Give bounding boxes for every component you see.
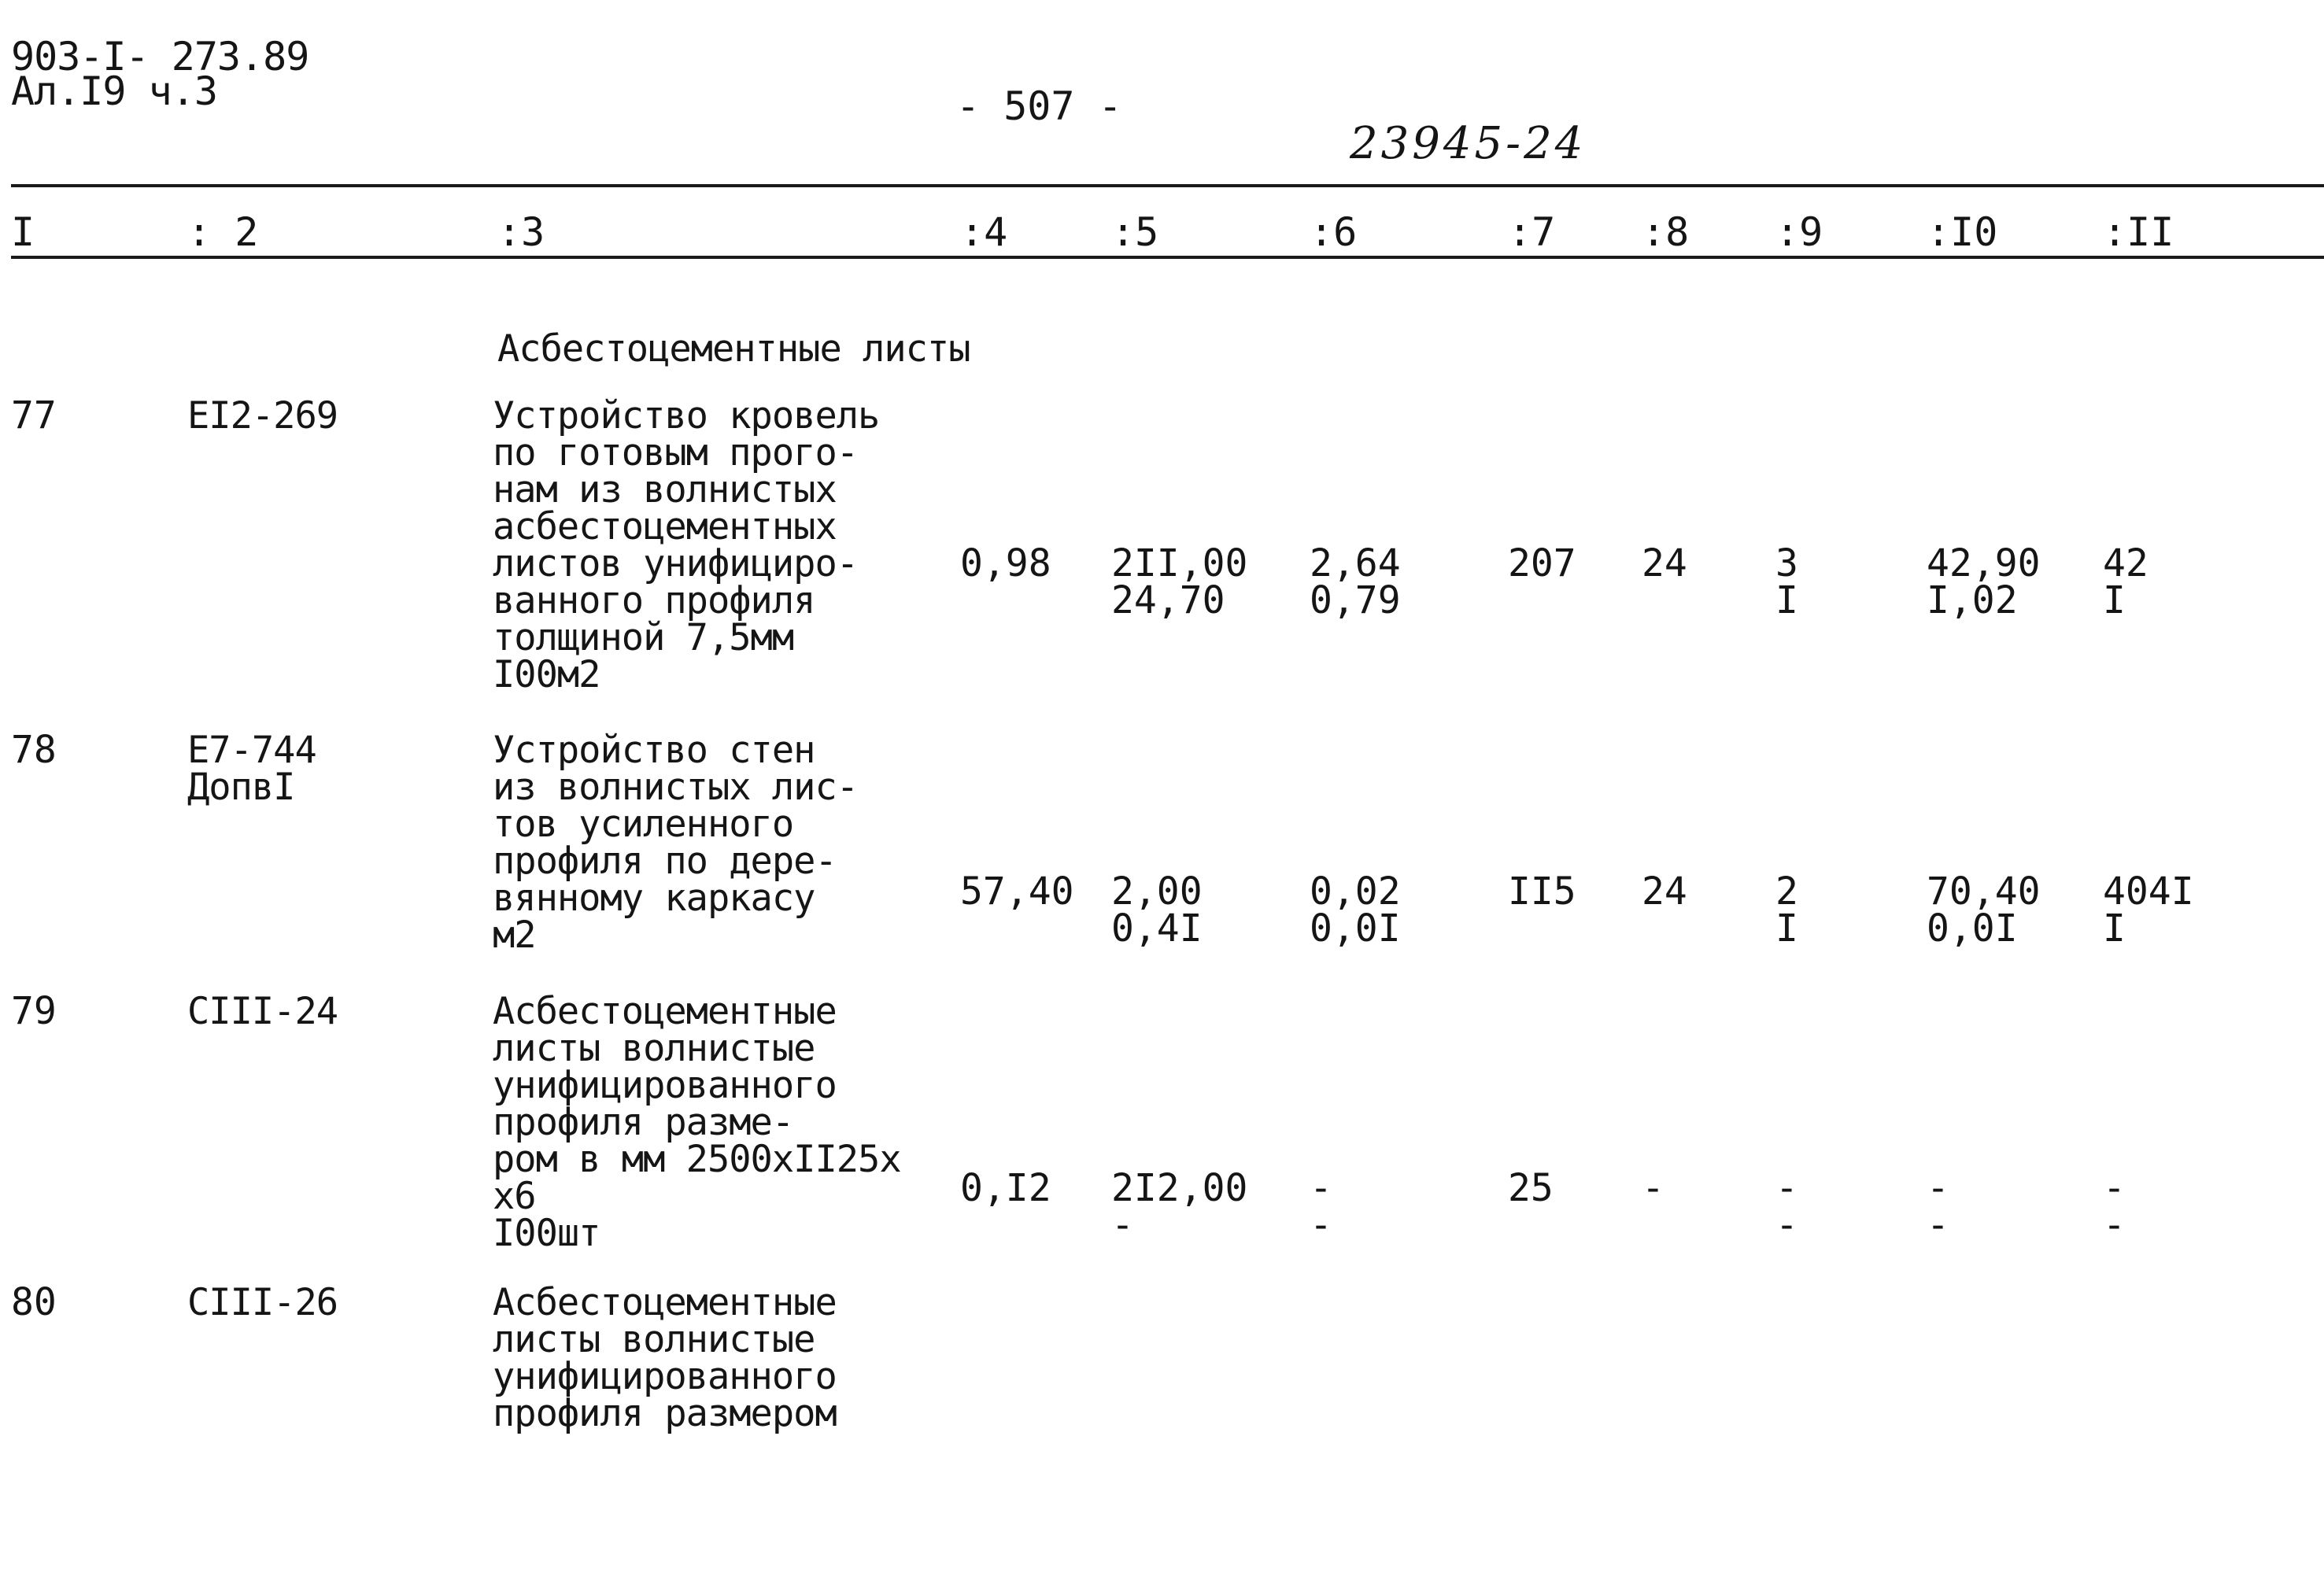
col7-value: 25 bbox=[1508, 1166, 1554, 1210]
col-header-4: :4 bbox=[960, 209, 1008, 255]
col10-value: - - bbox=[1927, 1166, 1949, 1247]
quantity: 0,98 bbox=[960, 541, 1051, 585]
page-number: - 507 - bbox=[956, 83, 1122, 129]
col9-value: 2 I bbox=[1775, 869, 1798, 951]
work-description: Асбестоцементные листы волнистые унифицированного профиля разме- ром в мм 2500xII25x x6 I00шт bbox=[493, 990, 901, 1255]
rate-code: EI2-269 bbox=[187, 394, 338, 437]
col9-value: - - bbox=[1775, 1166, 1798, 1247]
col5-value: 2,00 0,4I bbox=[1111, 869, 1203, 951]
col9-value: 3 I bbox=[1775, 541, 1798, 622]
album-part: Ал.I9 ч.3 bbox=[11, 68, 217, 114]
quantity: 0,I2 bbox=[960, 1166, 1051, 1210]
rate-code: CIII-24 bbox=[187, 990, 338, 1033]
row-number: 78 bbox=[11, 728, 57, 772]
col-header-9: :9 bbox=[1775, 209, 1823, 255]
quantity: 57,40 bbox=[960, 869, 1074, 914]
col5-value: 2II,00 24,70 bbox=[1111, 541, 1248, 622]
col11-value: - - bbox=[2103, 1166, 2126, 1247]
col-header-6: :6 bbox=[1310, 209, 1358, 255]
work-description: Асбестоцементные листы волнистые унифицированного профиля размером bbox=[493, 1281, 837, 1435]
col10-value: 42,90 I,02 bbox=[1927, 541, 2041, 622]
rate-code: CIII-26 bbox=[187, 1281, 338, 1324]
col-header-1: I bbox=[11, 209, 35, 255]
col10-value: 70,40 0,0I bbox=[1927, 869, 2041, 951]
col-header-8: :8 bbox=[1642, 209, 1690, 255]
col6-value: 0,02 0,0I bbox=[1310, 869, 1401, 951]
col-header-3: :3 bbox=[497, 209, 545, 255]
row-number: 80 bbox=[11, 1280, 57, 1324]
work-description: Устройство кровель по готовым прого- нам из волнистых асбестоцементных листов унифициро- ванного профиля толщиной 7,5мм I00м2 bbox=[493, 394, 880, 696]
row-number: 79 bbox=[11, 989, 57, 1033]
col-header-7: :7 bbox=[1508, 209, 1556, 255]
header-rule-top bbox=[11, 184, 2324, 187]
document-code: 903-I- 273.89 bbox=[11, 34, 309, 79]
col8-value: 24 bbox=[1642, 541, 1687, 585]
col8-value: - bbox=[1642, 1166, 1664, 1210]
section-title: Асбестоцементные листы bbox=[497, 327, 970, 371]
handwritten-number: 23945-24 bbox=[1350, 118, 1587, 169]
rate-code: E7-744 ДопвI bbox=[187, 729, 316, 809]
col-header-5: :5 bbox=[1111, 209, 1159, 255]
col-header-10: :I0 bbox=[1927, 209, 1998, 255]
col5-value: 2I2,00 - bbox=[1111, 1166, 1248, 1247]
header-rule-bottom bbox=[11, 256, 2324, 259]
col7-value: 207 bbox=[1508, 541, 1576, 585]
col6-value: - - bbox=[1310, 1166, 1332, 1247]
work-description: Устройство стен из волнистых лис- тов усиленного профиля по дере- вянному каркасу м2 bbox=[493, 729, 859, 957]
row-number: 77 bbox=[11, 393, 57, 437]
col7-value: II5 bbox=[1508, 869, 1576, 914]
col6-value: 2,64 0,79 bbox=[1310, 541, 1401, 622]
col-header-11: :II bbox=[2103, 209, 2174, 255]
col11-value: 42 I bbox=[2103, 541, 2148, 622]
col-header-2: : 2 bbox=[187, 209, 259, 255]
col11-value: 404I I bbox=[2103, 869, 2194, 951]
col8-value: 24 bbox=[1642, 869, 1687, 914]
